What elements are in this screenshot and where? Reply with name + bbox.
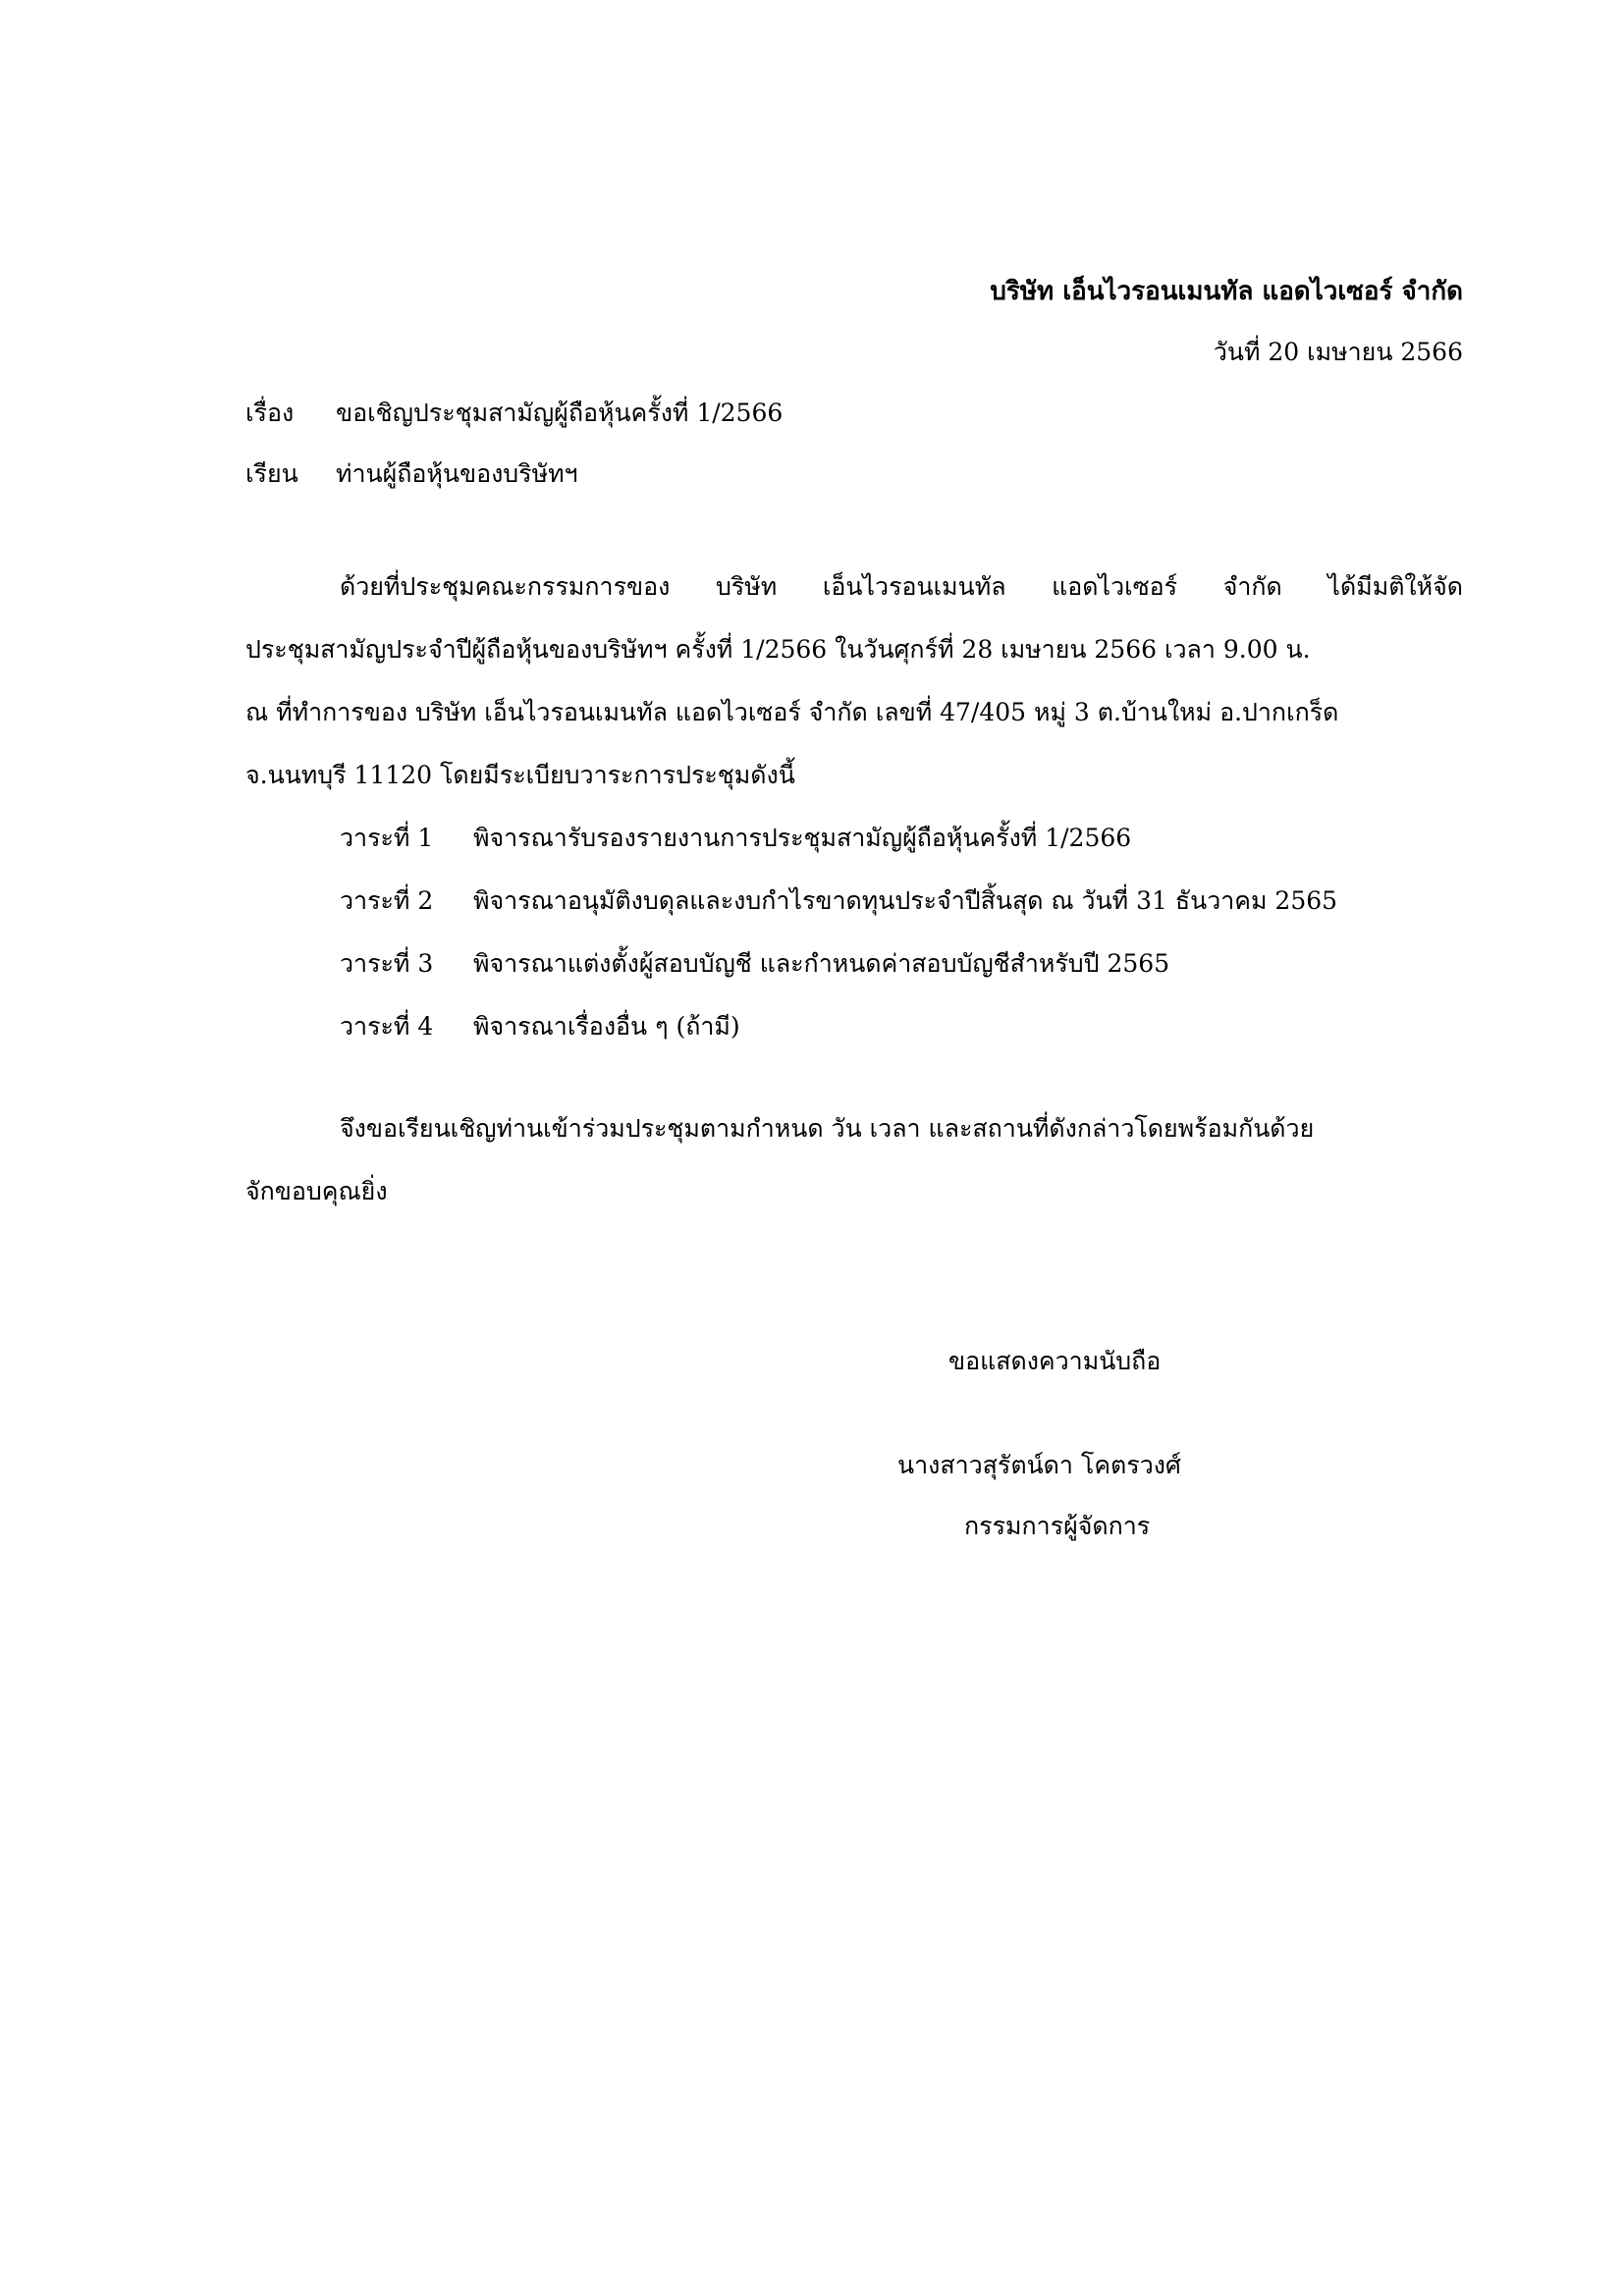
letter-date: วันที่ 20 เมษายน 2566 — [1213, 338, 1463, 366]
recipient-value: ท่านผู้ถือหุ้นของบริษัทฯ — [336, 459, 578, 488]
agenda-number: วาระที่ 4 — [340, 1012, 434, 1041]
signer-name: นางสาวสุรัตน์ดา โคตรวงศ์ — [897, 1451, 1181, 1479]
subject-value: ขอเชิญประชุมสามัญผู้ถือหุ้นครั้งที่ 1/2566 — [336, 399, 784, 427]
complimentary-close: ขอแสดงความนับถือ — [948, 1347, 1162, 1375]
signer-position: กรรมการผู้จัดการ — [964, 1512, 1151, 1540]
agenda-item — [340, 995, 1337, 1058]
agenda-number: วาระที่ 1 — [340, 824, 434, 852]
paragraph-line: ด้วยที่ประชุมคณะกรรมการของ บริษัท เอ็นไวรอนเมนทัล แอดไวเซอร์ จำกัด ได้มีมติให้จัด — [340, 572, 1463, 601]
paragraph-line: ณ ที่ทำการของ บริษัท เอ็นไวรอนเมนทัล แอดไวเซอร์ จำกัด เลขที่ 47/405 หมู่ 3 ต.บ้านใหม่ อ.ปากเกร็ด — [245, 698, 1339, 726]
agenda-number: วาระที่ 2 — [340, 886, 434, 915]
invitation-paragraph — [245, 556, 1463, 807]
paragraph-line: ประชุมสามัญประจำปีผู้ถือหุ้นของบริษัทฯ ครั้งที่ 1/2566 ในวันศุกร์ที่ 28 เมษายน 2566 เวลา 9.00 น. — [245, 635, 1311, 664]
agenda-text: พิจารณาแต่งตั้งผู้สอบบัญชี และกำหนดค่าสอบบัญชีสำหรับปี 2565 — [473, 949, 1170, 978]
agenda-text: พิจารณาอนุมัติงบดุลและงบกำไรขาดทุนประจำปีสิ้นสุด ณ วันที่ 31 ธันวาคม 2565 — [473, 886, 1338, 915]
closing-paragraph — [245, 1097, 1463, 1223]
paragraph-line: จ.นนทบุรี 11120 โดยมีระเบียบวาระการประชุมดังนี้ — [245, 761, 795, 789]
agenda-list — [340, 807, 1337, 1058]
agenda-text: พิจารณาเรื่องอื่น ๆ (ถ้ามี) — [473, 1012, 740, 1041]
recipient-label: เรียน — [245, 459, 298, 488]
agenda-item — [340, 933, 1337, 995]
agenda-item — [340, 870, 1337, 933]
paragraph-line: จึงขอเรียนเชิญท่านเข้าร่วมประชุมตามกำหนด วัน เวลา และสถานที่ดังกล่าวโดยพร้อมกันด้วย — [340, 1114, 1315, 1143]
agenda-number: วาระที่ 3 — [340, 949, 434, 978]
subject-label: เรื่อง — [245, 399, 295, 427]
company-name: บริษัท เอ็นไวรอนเมนทัล แอดไวเซอร์ จำกัด — [990, 277, 1463, 306]
agenda-item — [340, 807, 1337, 870]
paragraph-line: จักขอบคุณยิ่ง — [245, 1177, 388, 1205]
agenda-text: พิจารณารับรองรายงานการประชุมสามัญผู้ถือหุ้นครั้งที่ 1/2566 — [473, 824, 1132, 852]
